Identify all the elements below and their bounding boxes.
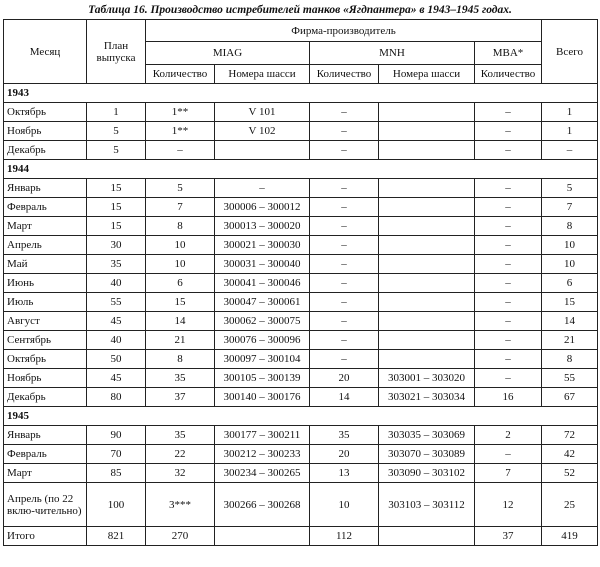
header-miag-chassis: Номера шасси bbox=[215, 65, 310, 84]
miag-chassis-cell: 300041 – 300046 bbox=[215, 274, 310, 293]
miag-qty-cell: 5 bbox=[146, 179, 215, 198]
mba-qty-cell: – bbox=[475, 350, 542, 369]
month-cell: Октябрь bbox=[4, 103, 87, 122]
month-cell: Июль bbox=[4, 293, 87, 312]
mnh-chassis-cell: 303103 – 303112 bbox=[379, 483, 475, 527]
mba-qty-cell: – bbox=[475, 217, 542, 236]
header-plan: План выпуска bbox=[87, 20, 146, 84]
table-body bbox=[4, 84, 598, 546]
mnh-qty-cell: – bbox=[310, 179, 379, 198]
month-cell: Январь bbox=[4, 426, 87, 445]
month-cell: Февраль bbox=[4, 445, 87, 464]
mnh-qty-cell: 13 bbox=[310, 464, 379, 483]
mnh-chassis-cell bbox=[379, 331, 475, 350]
miag-chassis-cell: 300062 – 300075 bbox=[215, 312, 310, 331]
miag-chassis-cell: 300076 – 300096 bbox=[215, 331, 310, 350]
month-cell: Май bbox=[4, 255, 87, 274]
mnh-qty-cell: – bbox=[310, 217, 379, 236]
plan-cell: 5 bbox=[87, 141, 146, 160]
month-cell: Декабрь bbox=[4, 141, 87, 160]
mba-qty-cell: – bbox=[475, 369, 542, 388]
month-cell: Ноябрь bbox=[4, 369, 87, 388]
month-cell: Ноябрь bbox=[4, 122, 87, 141]
month-cell: Март bbox=[4, 217, 87, 236]
mnh-chassis-cell: 303021 – 303034 bbox=[379, 388, 475, 407]
mnh-qty-cell: – bbox=[310, 255, 379, 274]
plan-cell: 30 bbox=[87, 236, 146, 255]
month-cell: Итого bbox=[4, 527, 87, 546]
total-cell: 21 bbox=[542, 331, 598, 350]
plan-cell: 5 bbox=[87, 122, 146, 141]
table-caption: Таблица 16. Производство истребителей танков «Ягдпантера» в 1943–1945 годах. bbox=[88, 4, 512, 16]
month-cell: Апрель bbox=[4, 236, 87, 255]
total-cell: 55 bbox=[542, 369, 598, 388]
mnh-chassis-cell bbox=[379, 236, 475, 255]
table-row bbox=[4, 179, 598, 198]
total-cell: 52 bbox=[542, 464, 598, 483]
mnh-qty-cell: – bbox=[310, 236, 379, 255]
miag-chassis-cell: 300105 – 300139 bbox=[215, 369, 310, 388]
month-cell: Август bbox=[4, 312, 87, 331]
plan-cell: 55 bbox=[87, 293, 146, 312]
miag-qty-cell: 37 bbox=[146, 388, 215, 407]
year-row: 1945 bbox=[4, 407, 598, 426]
miag-chassis-cell: 300266 – 300268 bbox=[215, 483, 310, 527]
month-cell: Июнь bbox=[4, 274, 87, 293]
mba-qty-cell: 12 bbox=[475, 483, 542, 527]
table-row bbox=[4, 445, 598, 464]
mnh-chassis-cell bbox=[379, 527, 475, 546]
total-cell: 1 bbox=[542, 103, 598, 122]
header-miag: MIAG bbox=[146, 42, 310, 65]
miag-chassis-cell bbox=[215, 141, 310, 160]
mnh-chassis-cell bbox=[379, 141, 475, 160]
miag-qty-cell: 10 bbox=[146, 255, 215, 274]
mnh-qty-cell: 35 bbox=[310, 426, 379, 445]
miag-chassis-cell: – bbox=[215, 179, 310, 198]
miag-chassis-cell: 300234 – 300265 bbox=[215, 464, 310, 483]
miag-qty-cell: 22 bbox=[146, 445, 215, 464]
header-mnh-chassis: Номера шасси bbox=[379, 65, 475, 84]
mnh-qty-cell: 112 bbox=[310, 527, 379, 546]
miag-chassis-cell bbox=[215, 527, 310, 546]
plan-cell: 50 bbox=[87, 350, 146, 369]
miag-qty-cell: 3*** bbox=[146, 483, 215, 527]
mba-qty-cell: – bbox=[475, 141, 542, 160]
plan-cell: 15 bbox=[87, 179, 146, 198]
total-cell: 7 bbox=[542, 198, 598, 217]
miag-qty-cell: 32 bbox=[146, 464, 215, 483]
total-cell: 5 bbox=[542, 179, 598, 198]
miag-chassis-cell: 300097 – 300104 bbox=[215, 350, 310, 369]
mnh-qty-cell: – bbox=[310, 198, 379, 217]
miag-qty-cell: 1** bbox=[146, 122, 215, 141]
table-row bbox=[4, 198, 598, 217]
mba-qty-cell: – bbox=[475, 274, 542, 293]
miag-chassis-cell: 300031 – 300040 bbox=[215, 255, 310, 274]
mnh-chassis-cell bbox=[379, 179, 475, 198]
mnh-chassis-cell bbox=[379, 350, 475, 369]
mba-qty-cell: – bbox=[475, 445, 542, 464]
table-row bbox=[4, 312, 598, 331]
mnh-qty-cell: – bbox=[310, 274, 379, 293]
total-cell: 8 bbox=[542, 350, 598, 369]
mnh-chassis-cell bbox=[379, 217, 475, 236]
miag-chassis-cell: 300140 – 300176 bbox=[215, 388, 310, 407]
month-cell: Январь bbox=[4, 179, 87, 198]
production-table bbox=[3, 19, 598, 546]
table-row bbox=[4, 236, 598, 255]
mba-qty-cell: – bbox=[475, 293, 542, 312]
header-mba: MBA* bbox=[475, 42, 542, 65]
mnh-qty-cell: 20 bbox=[310, 445, 379, 464]
total-row bbox=[4, 527, 598, 546]
table-row bbox=[4, 255, 598, 274]
plan-cell: 45 bbox=[87, 312, 146, 331]
miag-qty-cell: 35 bbox=[146, 369, 215, 388]
mnh-chassis-cell bbox=[379, 198, 475, 217]
plan-cell: 85 bbox=[87, 464, 146, 483]
total-cell: 8 bbox=[542, 217, 598, 236]
table-row bbox=[4, 350, 598, 369]
total-cell: – bbox=[542, 141, 598, 160]
total-cell: 25 bbox=[542, 483, 598, 527]
total-cell: 72 bbox=[542, 426, 598, 445]
mnh-qty-cell: – bbox=[310, 141, 379, 160]
month-cell: Октябрь bbox=[4, 350, 87, 369]
miag-qty-cell: 35 bbox=[146, 426, 215, 445]
mnh-chassis-cell bbox=[379, 255, 475, 274]
plan-cell: 35 bbox=[87, 255, 146, 274]
table-row bbox=[4, 464, 598, 483]
miag-qty-cell: 6 bbox=[146, 274, 215, 293]
mnh-chassis-cell bbox=[379, 122, 475, 141]
mnh-qty-cell: – bbox=[310, 331, 379, 350]
miag-qty-cell: 270 bbox=[146, 527, 215, 546]
month-cell: Декабрь bbox=[4, 388, 87, 407]
total-cell: 42 bbox=[542, 445, 598, 464]
table-row bbox=[4, 122, 598, 141]
mnh-qty-cell: – bbox=[310, 312, 379, 331]
table-row bbox=[4, 217, 598, 236]
mnh-chassis-cell bbox=[379, 312, 475, 331]
plan-cell: 70 bbox=[87, 445, 146, 464]
total-cell: 10 bbox=[542, 236, 598, 255]
mnh-chassis-cell: 303070 – 303089 bbox=[379, 445, 475, 464]
plan-cell: 40 bbox=[87, 274, 146, 293]
plan-cell: 90 bbox=[87, 426, 146, 445]
plan-cell: 1 bbox=[87, 103, 146, 122]
total-cell: 10 bbox=[542, 255, 598, 274]
header-total: Всего bbox=[542, 20, 598, 84]
header-mnh-qty: Количество bbox=[310, 65, 379, 84]
plan-cell: 40 bbox=[87, 331, 146, 350]
mnh-chassis-cell bbox=[379, 103, 475, 122]
mba-qty-cell: 37 bbox=[475, 527, 542, 546]
year-row: 1943 bbox=[4, 84, 598, 103]
miag-chassis-cell: V 101 bbox=[215, 103, 310, 122]
table-row bbox=[4, 331, 598, 350]
miag-qty-cell: 8 bbox=[146, 217, 215, 236]
miag-qty-cell: 10 bbox=[146, 236, 215, 255]
plan-cell: 15 bbox=[87, 198, 146, 217]
plan-cell: 80 bbox=[87, 388, 146, 407]
plan-cell: 100 bbox=[87, 483, 146, 527]
miag-chassis-cell: 300013 – 300020 bbox=[215, 217, 310, 236]
miag-qty-cell: 1** bbox=[146, 103, 215, 122]
total-cell: 419 bbox=[542, 527, 598, 546]
table-row bbox=[4, 103, 598, 122]
plan-cell: 45 bbox=[87, 369, 146, 388]
miag-qty-cell: 21 bbox=[146, 331, 215, 350]
total-cell: 1 bbox=[542, 122, 598, 141]
header-mnh: MNH bbox=[310, 42, 475, 65]
miag-chassis-cell: 300212 – 300233 bbox=[215, 445, 310, 464]
total-cell: 67 bbox=[542, 388, 598, 407]
mba-qty-cell: 7 bbox=[475, 464, 542, 483]
mnh-qty-cell: 20 bbox=[310, 369, 379, 388]
mnh-chassis-cell: 303090 – 303102 bbox=[379, 464, 475, 483]
miag-chassis-cell: 300021 – 300030 bbox=[215, 236, 310, 255]
mba-qty-cell: – bbox=[475, 179, 542, 198]
header-month: Месяц bbox=[4, 20, 87, 84]
mnh-chassis-cell bbox=[379, 274, 475, 293]
plan-cell: 821 bbox=[87, 527, 146, 546]
table-row bbox=[4, 388, 598, 407]
header-mba-qty: Количество bbox=[475, 65, 542, 84]
total-cell: 14 bbox=[542, 312, 598, 331]
miag-chassis-cell: 300047 – 300061 bbox=[215, 293, 310, 312]
month-cell: Сентябрь bbox=[4, 331, 87, 350]
mnh-chassis-cell: 303035 – 303069 bbox=[379, 426, 475, 445]
mnh-qty-cell: 14 bbox=[310, 388, 379, 407]
mba-qty-cell: – bbox=[475, 103, 542, 122]
miag-chassis-cell: 300006 – 300012 bbox=[215, 198, 310, 217]
miag-qty-cell: 7 bbox=[146, 198, 215, 217]
mba-qty-cell: – bbox=[475, 331, 542, 350]
mba-qty-cell: – bbox=[475, 122, 542, 141]
table-row bbox=[4, 293, 598, 312]
month-cell: Февраль bbox=[4, 198, 87, 217]
mnh-qty-cell: – bbox=[310, 293, 379, 312]
month-cell: Март bbox=[4, 464, 87, 483]
mnh-chassis-cell bbox=[379, 293, 475, 312]
miag-qty-cell: 14 bbox=[146, 312, 215, 331]
header-maker: Фирма-производитель bbox=[146, 20, 542, 42]
mba-qty-cell: – bbox=[475, 198, 542, 217]
table-row bbox=[4, 141, 598, 160]
mba-qty-cell: – bbox=[475, 255, 542, 274]
total-cell: 15 bbox=[542, 293, 598, 312]
mnh-qty-cell: – bbox=[310, 350, 379, 369]
miag-qty-cell: 15 bbox=[146, 293, 215, 312]
month-cell: Апрель (по 22 вклю-чительно) bbox=[4, 483, 87, 527]
mba-qty-cell: – bbox=[475, 236, 542, 255]
mnh-qty-cell: – bbox=[310, 103, 379, 122]
miag-chassis-cell: V 102 bbox=[215, 122, 310, 141]
mba-qty-cell: 16 bbox=[475, 388, 542, 407]
table-row bbox=[4, 483, 598, 527]
mnh-qty-cell: 10 bbox=[310, 483, 379, 527]
plan-cell: 15 bbox=[87, 217, 146, 236]
table-row bbox=[4, 274, 598, 293]
table-row bbox=[4, 426, 598, 445]
mnh-chassis-cell: 303001 – 303020 bbox=[379, 369, 475, 388]
year-row: 1944 bbox=[4, 160, 598, 179]
table-row bbox=[4, 369, 598, 388]
miag-qty-cell: 8 bbox=[146, 350, 215, 369]
total-cell: 6 bbox=[542, 274, 598, 293]
miag-chassis-cell: 300177 – 300211 bbox=[215, 426, 310, 445]
mnh-qty-cell: – bbox=[310, 122, 379, 141]
mba-qty-cell: – bbox=[475, 312, 542, 331]
miag-qty-cell: – bbox=[146, 141, 215, 160]
mba-qty-cell: 2 bbox=[475, 426, 542, 445]
header-miag-qty: Количество bbox=[146, 65, 215, 84]
